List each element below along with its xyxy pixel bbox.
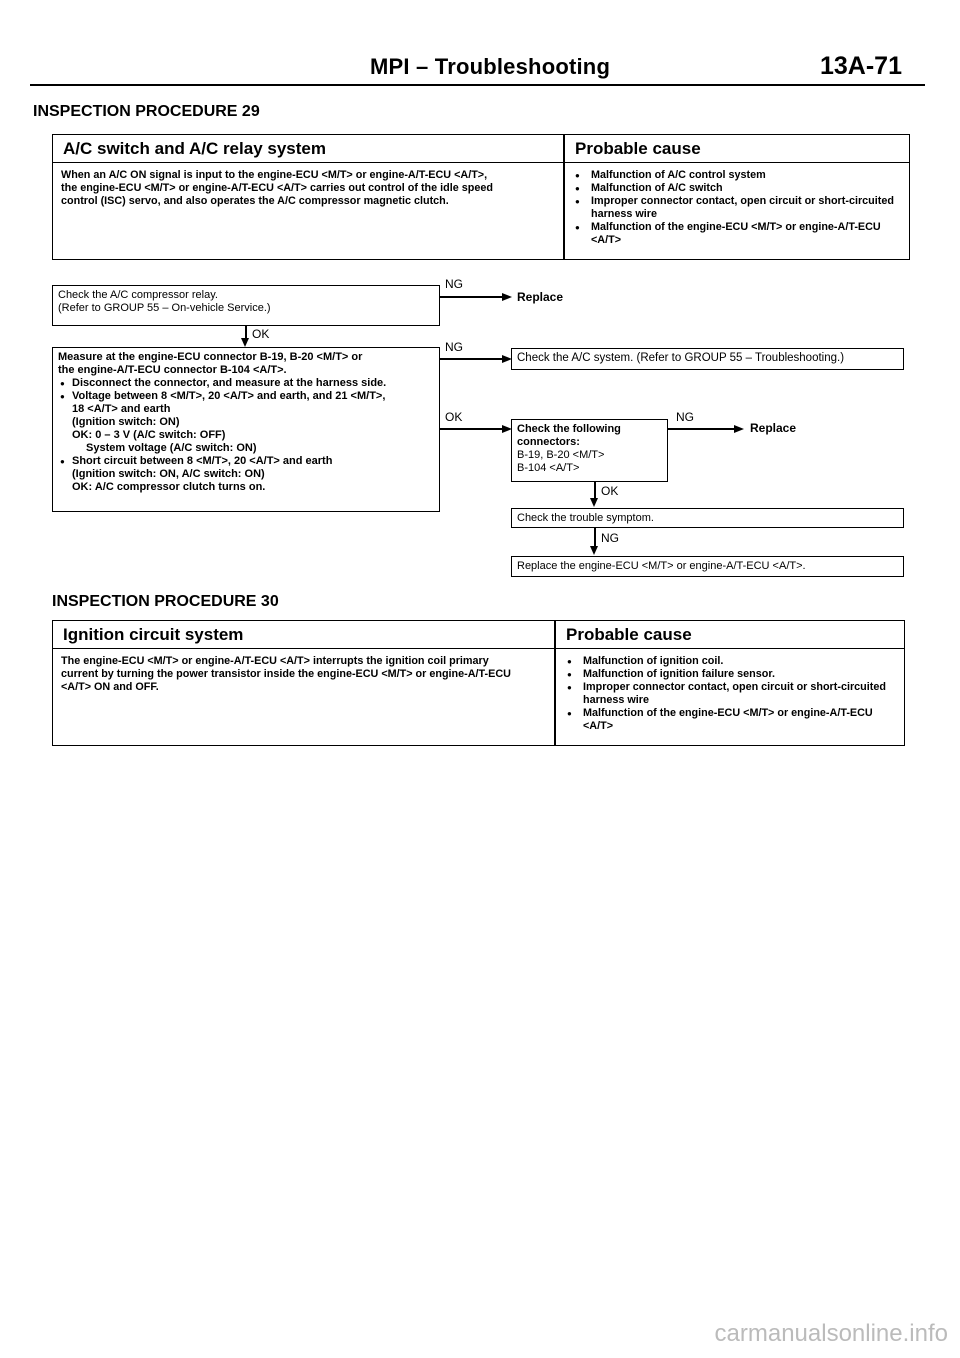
table-divider: [554, 621, 556, 745]
flow-line: [440, 296, 504, 298]
replace-relay: Replace: [517, 290, 564, 304]
ng-label: NG: [445, 277, 463, 291]
cause-title: Probable cause: [565, 135, 909, 163]
cause-title: Probable cause: [556, 621, 904, 649]
step-replace-ecu: Replace the engine-ECU <M/T> or engine-A/T-ECU <A/T>.: [511, 556, 904, 577]
step-measure-connector: Measure at the engine-ECU connector B-19, B-20 <M/T> or the engine-A/T-ECU connector B-104 <A/T>. ● Disconnect the connector, and measure at the harness side. ● Voltage between 8 <M/T>, 20 <A/T> and earth, and 21 <M/T>, 18 <A/T> and earth (Ignition switch: ON) OK: 0 – 3 V (A/C switch: OFF) System voltage (A/C switch: ON) ● Short circuit between 8 <M/T>, 20 <A/T> and earth (Ignition switch: ON, A/C switch: ON) OK: A/C compressor clutch turns on.: [52, 347, 440, 512]
ok-label: OK: [252, 327, 270, 341]
procedure-30-table: [52, 620, 905, 746]
watermark: carmanualsonline.info: [714, 1320, 948, 1347]
list-item: ● Improper connector contact, open circuit or short-circuited harness wire: [575, 195, 899, 221]
table-divider: [563, 135, 565, 259]
step-ac-system: Check the A/C system. (Refer to GROUP 55 – Troubleshooting.): [511, 348, 904, 370]
procedure-29-heading: INSPECTION PROCEDURE 29: [33, 103, 260, 120]
arrow-down-icon: [590, 546, 598, 555]
step-trouble-symptom: Check the trouble symptom.: [511, 508, 904, 528]
page-number: 13A-71: [820, 52, 902, 80]
ng-label: NG: [676, 410, 694, 424]
step-check-connectors: Check the following connectors: B-19, B-20 <M/T> B-104 <A/T>: [511, 419, 668, 482]
list-item: ● Improper connector contact, open circuit or short-circuited harness wire: [567, 681, 893, 707]
flow-line: [668, 428, 736, 430]
step-compressor-relay: Check the A/C compressor relay. (Refer to GROUP 55 – On-vehicle Service.): [52, 285, 440, 326]
cause-list: [567, 655, 893, 733]
system-title: A/C switch and A/C relay system: [53, 135, 565, 163]
list-item: ● Malfunction of A/C switch: [575, 182, 899, 195]
ok-label: OK: [601, 484, 619, 498]
flow-line: [594, 528, 596, 548]
ng-label: NG: [445, 340, 463, 354]
arrow-right-icon: [502, 293, 512, 301]
list-item: ● Malfunction of ignition failure sensor.: [567, 668, 893, 681]
page-title: MPI – Troubleshooting: [370, 54, 611, 79]
ng-label: NG: [601, 531, 619, 545]
list-item: ● Malfunction of the engine-ECU <M/T> or engine-A/T-ECU <A/T>: [567, 707, 893, 733]
arrow-down-icon: [590, 498, 598, 507]
ok-label: OK: [445, 410, 463, 424]
flow-line: [440, 358, 504, 360]
procedure-29-table: [52, 134, 910, 260]
list-item: ● Malfunction of the engine-ECU <M/T> or engine-A/T-ECU <A/T>: [575, 221, 899, 247]
procedure-30-heading: INSPECTION PROCEDURE 30: [52, 593, 279, 610]
list-item: ● Malfunction of ignition coil.: [567, 655, 893, 668]
cause-list: [575, 169, 899, 247]
system-description: The engine-ECU <M/T> or engine-A/T-ECU <A/T> interrupts the ignition coil primary current by turning the power transistor inside the engine-ECU <M/T> or engine-A/T-ECU <A/T> ON and OFF.: [61, 655, 511, 693]
system-description: When an A/C ON signal is input to the engine-ECU <M/T> or engine-A/T-ECU <A/T>, the engine-ECU <M/T> or engine-A/T-ECU <A/T> carries out control of the idle speed control (ISC) servo, and also operates the A/C compressor magnetic clutch.: [61, 169, 493, 207]
replace-connectors: Replace: [750, 421, 797, 435]
header-rule: [30, 84, 925, 86]
system-title: Ignition circuit system: [53, 621, 556, 649]
flow-line: [440, 428, 504, 430]
list-item: ● Malfunction of A/C control system: [575, 169, 899, 182]
arrow-right-icon: [734, 425, 744, 433]
arrow-down-icon: [241, 338, 249, 347]
